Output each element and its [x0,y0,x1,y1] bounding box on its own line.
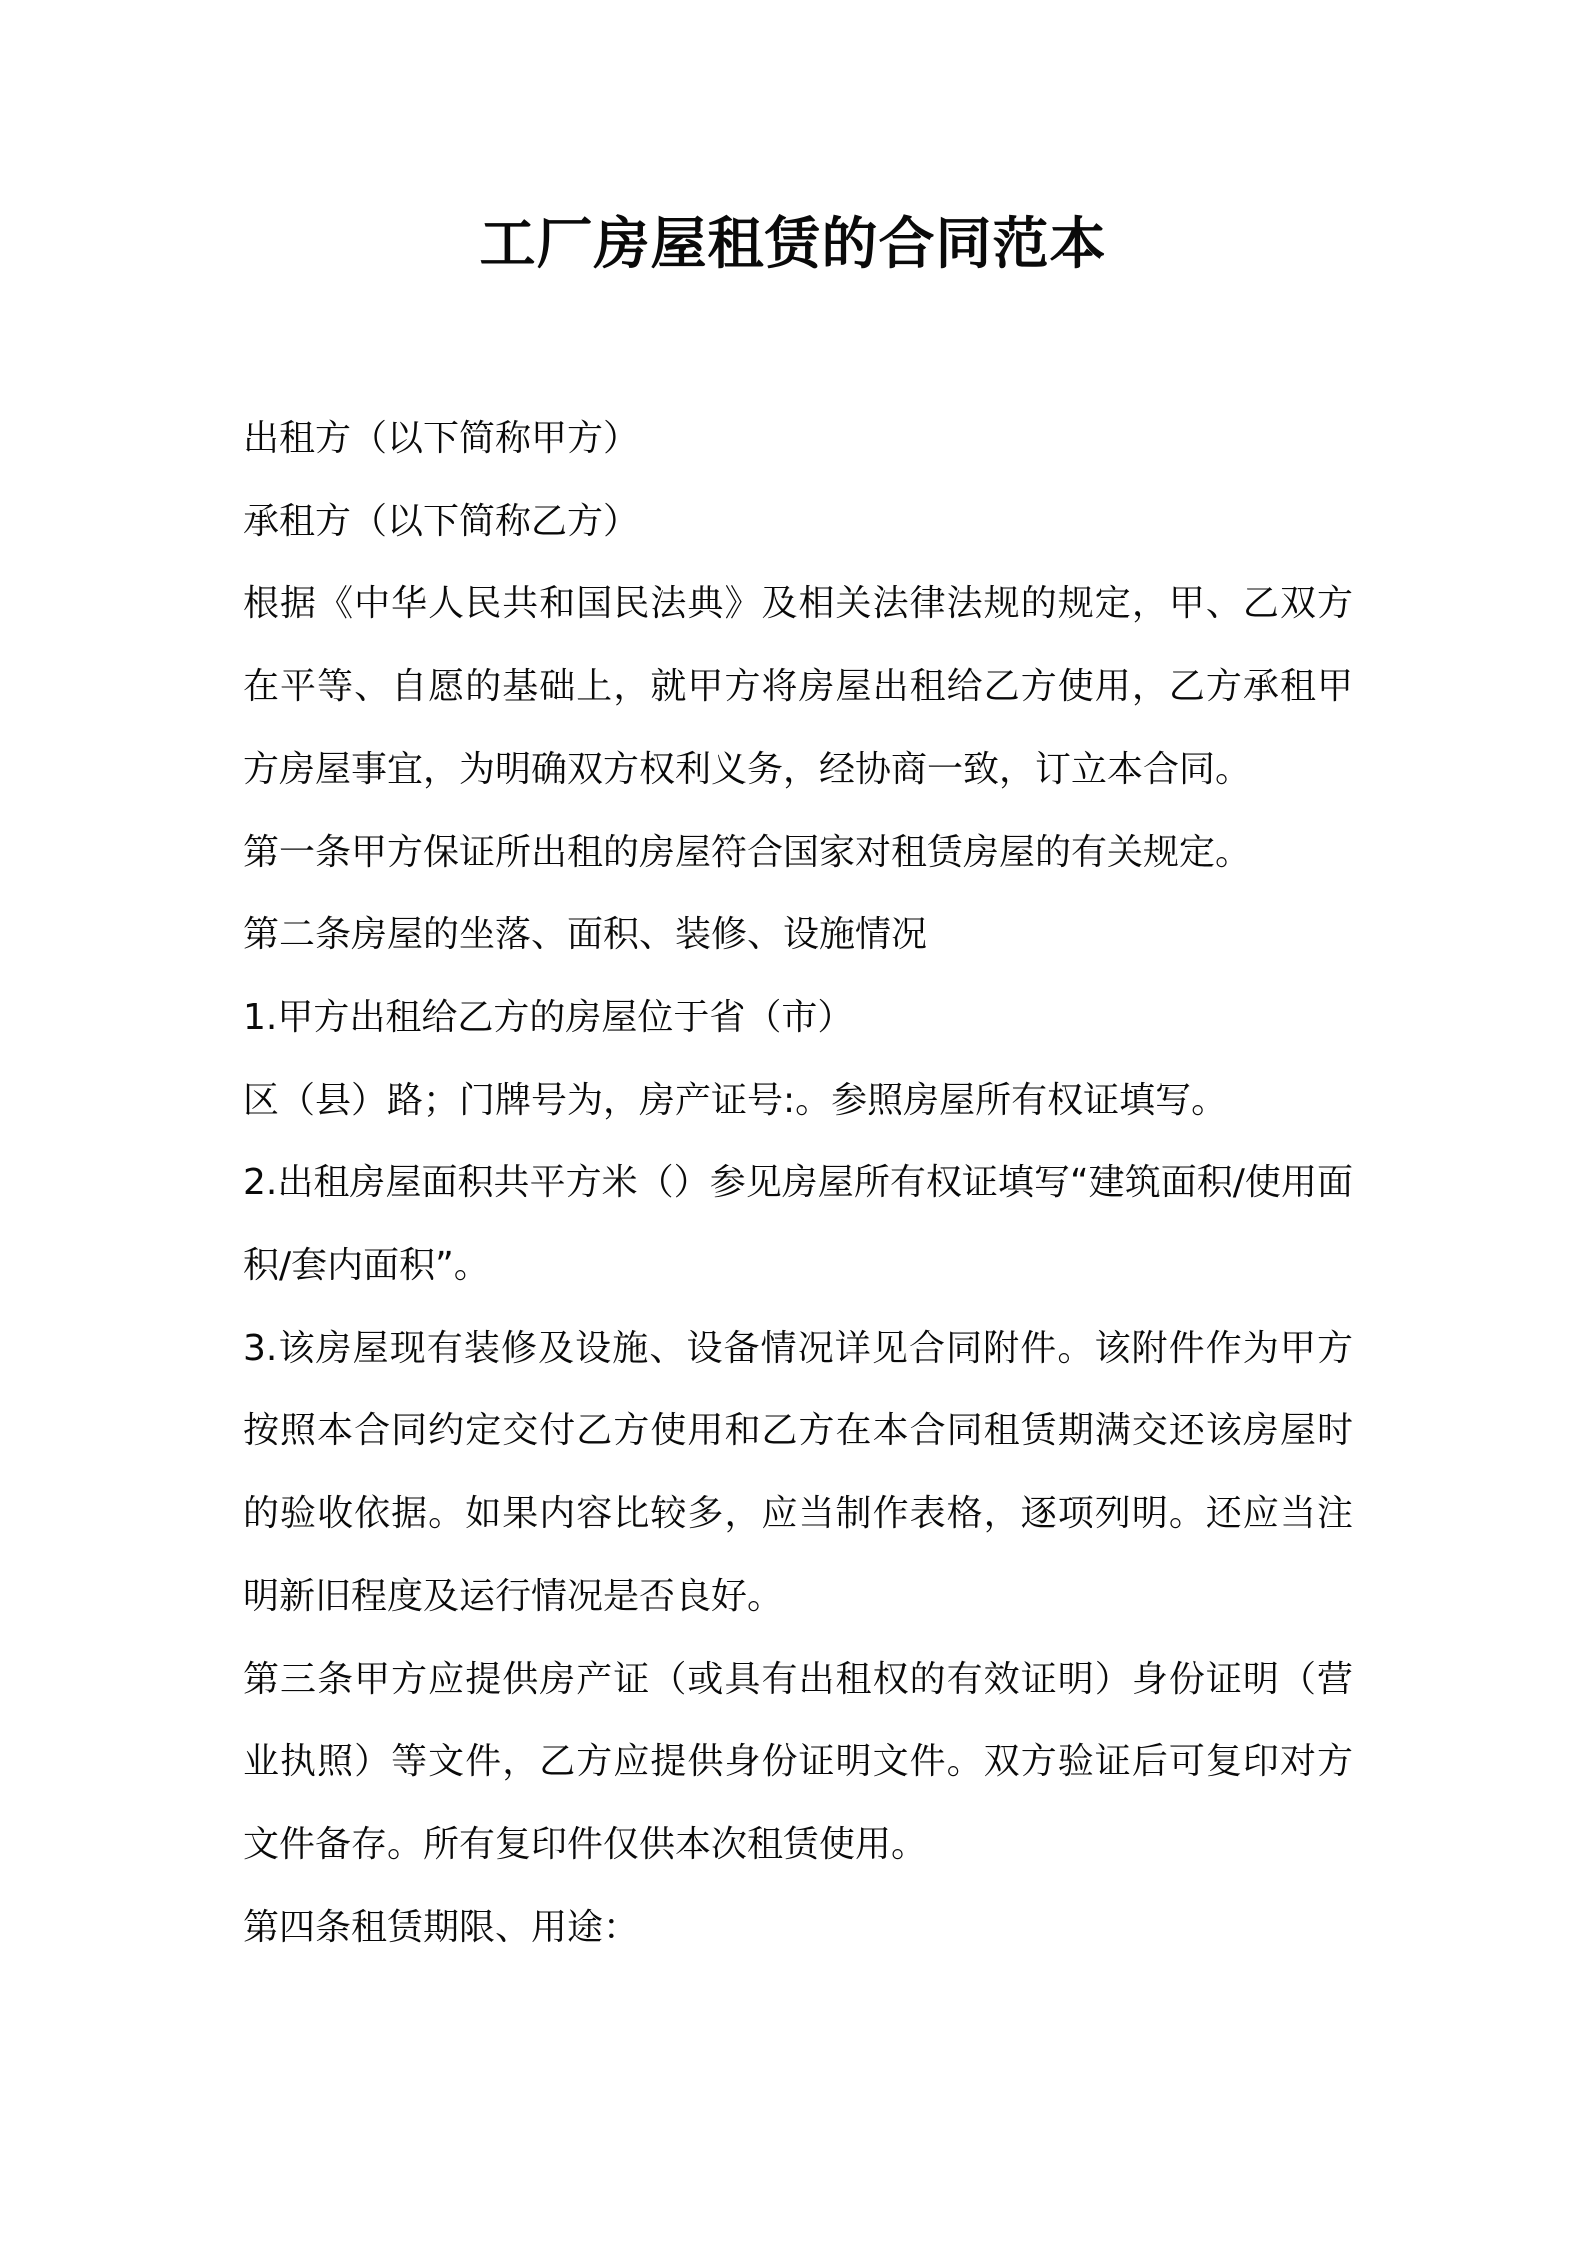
paragraph-article-2: 第二条房屋的坐落、面积、装修、设施情况 [243,914,928,956]
paragraph-article-2-item-2: 2.出租房屋面积共平方米（）参见房屋所有权证填写“建筑面积/使用面积/套内面积”。 [243,1162,1353,1287]
paragraph-article-4: 第四条租赁期限、用途： [243,1906,640,1948]
paragraph-article-2-item-1: 1.甲方出租给乙方的房屋位于省（市） [243,996,854,1038]
paragraph-preamble: 根据《中华人民共和国民法典》及相关法律法规的规定，甲、乙双方在平等、自愿的基础上，就甲方将房屋出租给乙方使用，乙方承租甲方房屋事宜，为明确双方权利义务，经协商一致，订立本合同。 [243,583,1353,790]
document-title: 工厂房屋租赁的合同范本 [479,212,1107,277]
paragraph-lessor: 出租方（以下简称甲方） [243,418,640,459]
document-body [243,398,1353,1969]
paragraph-article-3: 第三条甲方应提供房产证（或具有出租权的有效证明）身份证明（营业执照）等文件，乙方应提供身份证明文件。双方验证后可复印对方文件备存。所有复印件仅供本次租赁使用。 [243,1658,1353,1865]
paragraph-article-1: 第一条甲方保证所出租的房屋符合国家对租赁房屋的有关规定。 [243,831,1252,873]
paragraph-article-2-item-3: 3.该房屋现有装修及设施、设备情况详见合同附件。该附件作为甲方按照本合同约定交付乙方使用和乙方在本合同租赁期满交还该房屋时的验收依据。如果内容比较多，应当制作表格，逐项列明。还应当注明新旧程度及运行情况是否良好。 [243,1327,1353,1617]
paragraph-article-2-item-1-cont: 区（县）路；门牌号为，房产证号:。参照房屋所有权证填写。 [243,1079,1228,1121]
paragraph-lessee: 承租方（以下简称乙方） [243,500,640,542]
